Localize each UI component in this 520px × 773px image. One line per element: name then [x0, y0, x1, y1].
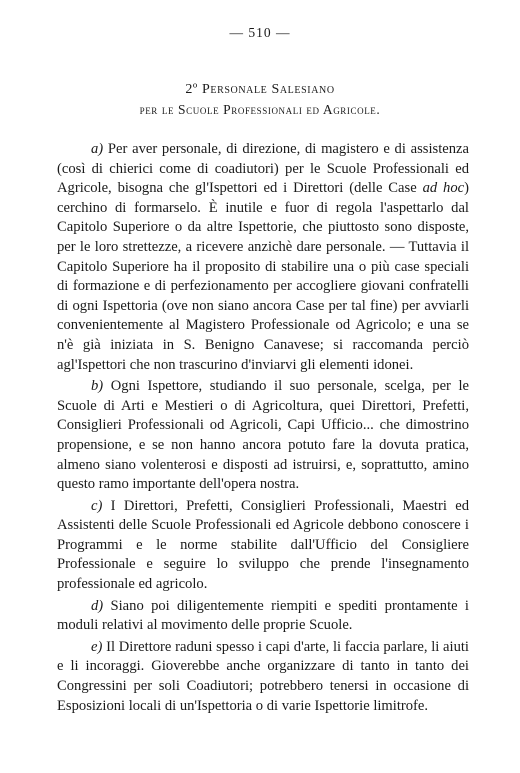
- paragraph-text: Ogni Ispettore, studiando il suo personale, scelga, per le Scuole di Arti e Mestieri o di Agricoltura, quei Direttori, Prefetti, Consiglieri Professionali od Agricoli, Capi Ufficio... che dimostrino propensione, e se non hanno ancora potuto fare la dovuta pratica, almeno siano volenterosi e disposti ad istruirsi, e, soprattutto, amino questo ramo importante dell'opera nostra.: [57, 378, 469, 493]
- page-number: — 510 —: [229, 25, 291, 40]
- paragraph-text: Per aver personale, di direzione, di magistero e di assistenza (così di chierici come di coadiutori) per le Scuole Professionali ed Agricole, bisogna che gl'Ispettori ed i Direttori (delle Case: [57, 141, 469, 197]
- paragraph-text: Siano poi diligentemente riempiti e spediti prontamente i moduli relativi al movimento delle proprie Scuole.: [57, 597, 469, 634]
- document-body: [57, 140, 469, 718]
- paragraph-c: [57, 497, 469, 595]
- paragraph-label: c): [91, 497, 103, 514]
- paragraph-text: Il Direttore raduni spesso i capi d'arte, li faccia parlare, li aiuti e li incoraggi. Gioverebbe anche organizzare di tanto in tanto dei Congressini per soli Coadiutori; potrebbero tenersi in occasione di Esposizioni locali di un'Ispettoria o di varie Ispettorie limitrofe.: [57, 638, 469, 714]
- paragraph-label: a): [91, 141, 104, 157]
- paragraph-italic: ad hoc: [422, 180, 465, 197]
- paragraph-label: d): [91, 597, 104, 614]
- paragraph-label: b): [91, 378, 104, 395]
- paragraph-label: e): [91, 638, 103, 655]
- paragraph-b: [57, 377, 469, 495]
- paragraph-d: [57, 597, 469, 636]
- paragraph-a: [57, 140, 469, 375]
- section-subheading: per le Scuole Professionali ed Agricole.: [139, 102, 381, 117]
- section-heading: 2º Personale Salesiano: [185, 82, 335, 97]
- paragraph-text: I Direttori, Prefetti, Consiglieri Professionali, Maestri ed Assistenti delle Scuole Professionali ed Agricole debbono conoscere i Programmi e le norme stabilite dall'Ufficio del Consigliere Professionale e seguire lo sviluppo che prende l'insegnamento professionale ed agricolo.: [57, 497, 469, 593]
- paragraph-e: [57, 638, 469, 716]
- paragraph-text: ) cerchino di formarselo. È inutile e fuor di regola l'aspettarlo dal Capitolo Superiore o da altre Ispettorie, che piuttosto sono disposte, per le loro strettezze, a ricevere anzichè dare personale. — Tuttavia il Capitolo Superiore ha il proposito di stabilire una o più case speciali di formazione e di perfezionamento per accogliere giovani confratelli di ogni Ispettoria (ove non siano ancora Case per tal fine) per avviarli convenientemente al Magistero Professionale od Agricolo; e una se n'è già iniziata in S. Benigno Canavese; si raccomanda perciò agl'Ispettori che non trascurino d'inviarvi gli elementi idonei.: [57, 180, 469, 373]
